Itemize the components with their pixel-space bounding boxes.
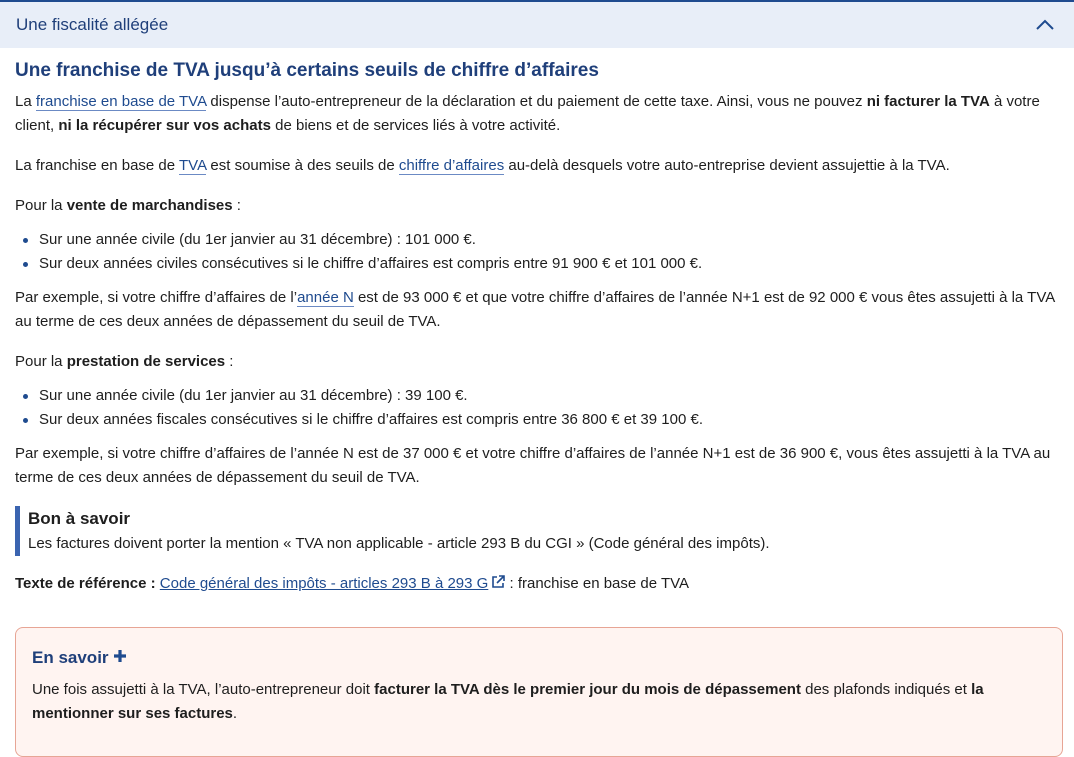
callout-title: Bon à savoir [28, 509, 131, 528]
link-chiffre-affaires[interactable]: chiffre d’affaires [398, 157, 505, 174]
box-title-label: En savoir [32, 648, 109, 667]
list-item: Sur une année civile (du 1er janvier au 31 décembre) : 101 000 €. [39, 228, 1065, 252]
list-item: Sur deux années civiles consécutives si le chiffre d’affaires est compris entre 91 900 € et 101 000 €. [39, 252, 1065, 276]
link-franchise-tva[interactable]: franchise en base de TVA [35, 93, 207, 110]
services-example: Par exemple, si votre chiffre d’affaires de l’année N est de 37 000 € et votre chiffre d’affaires de l’année N+1 est de 36 900 €, vous êtes assujetti à la TVA au terme de ces deux années de dépassement du seuil de TVA. [15, 445, 1051, 486]
goods-lead: Pour la vente de marchandises : [15, 197, 241, 214]
accordion-title: Une fiscalité allégée [16, 15, 169, 34]
paragraph-franchise: La franchise en base de TVA dispense l’auto-entrepreneur de la déclaration et du paiement de cette taxe. Ainsi, vous ne pouvez ni facturer la TVA à votre client, ni la récupérer sur vos achats de biens et de services liés à votre activité. [15, 93, 1040, 134]
plus-icon[interactable] [113, 646, 127, 670]
link-tva[interactable]: TVA [179, 157, 207, 174]
link-cgi[interactable]: Code général des impôts - articles 293 B à 293 G [159, 575, 489, 592]
link-annee-n[interactable]: année N [297, 289, 354, 306]
goods-list [15, 228, 1065, 276]
goods-example: Par exemple, si votre chiffre d’affaires de l’année N est de 93 000 € et que votre chiffre d’affaires de l’année N+1 est de 92 000 € vous êtes assujetti à la TVA au terme de ces deux années de dépassement du seuil de TVA. [15, 289, 1055, 330]
en-savoir-plus-box [15, 627, 1063, 757]
chevron-up-icon[interactable] [1034, 14, 1056, 36]
list-item: Sur deux années fiscales consécutives si le chiffre d’affaires est compris entre 36 800 € et 39 100 €. [39, 408, 1065, 432]
callout-bon-a-savoir [15, 506, 1065, 556]
accordion-content [15, 58, 1065, 613]
section-heading: Une franchise de TVA jusqu’à certains seuils de chiffre d’affaires [15, 60, 599, 81]
accordion-header[interactable] [0, 0, 1074, 48]
services-list [15, 384, 1065, 432]
list-item: Sur une année civile (du 1er janvier au 31 décembre) : 39 100 €. [39, 384, 1065, 408]
reference-line: Texte de référence : Code général des impôts - articles 293 B à 293 G : franchise en base de TVA [15, 572, 1065, 597]
paragraph-seuils: La franchise en base de TVA est soumise à des seuils de chiffre d’affaires au-delà desquels votre auto-entreprise devient assujettie à la TVA. [15, 157, 950, 174]
box-title[interactable] [32, 646, 1046, 670]
external-link-icon[interactable] [491, 573, 505, 597]
services-lead: Pour la prestation de services : [15, 353, 234, 370]
callout-text: Les factures doivent porter la mention « TVA non applicable - article 293 B du CGI » (Code général des impôts). [28, 535, 770, 552]
box-text: Une fois assujetti à la TVA, l’auto-entrepreneur doit facturer la TVA dès le premier jour du mois de dépassement des plafonds indiqués et la mentionner sur ses factures. [32, 681, 984, 722]
